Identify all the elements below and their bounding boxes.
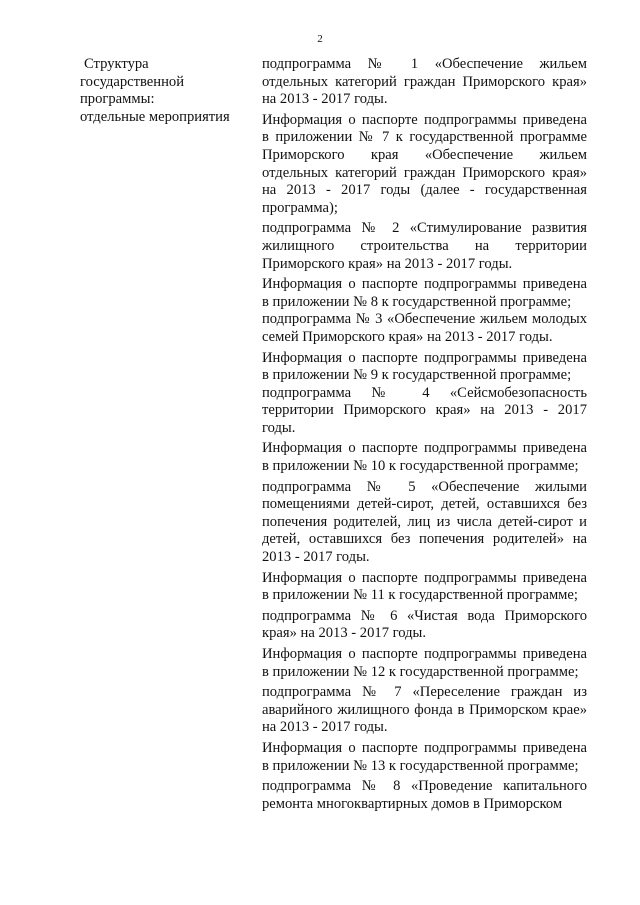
page-number: 2 — [317, 33, 323, 45]
subprogram-7-title: подпрограмма № 7 «Переселение граждан из аварийного жилищного фонда в Приморском крае» на 2013 - 2017 годы. — [262, 684, 587, 736]
subprogram-5-title: подпрограмма № 5 «Обеспечение жилыми помещениями детей-сирот, детей, оставшихся без попечения родителей, лиц из числа детей-сирот и детей, оставшихся без попечения родителей» на 2013 - 2017 годы. — [262, 478, 587, 566]
subprogram-2-title: подпрограмма № 2 «Стимулирование развития жилищного строительства на территории Приморского края» на 2013 - 2017 годы. — [262, 220, 587, 272]
section-label-line: Структура — [84, 56, 149, 72]
section-label-line: государственной — [80, 73, 185, 90]
section-label-line: программы: — [80, 91, 155, 108]
subprogram-1-title: подпрограмма № 1 «Обеспечение жильем отдельных категорий граждан Приморского края» на 2013 - 2017 годы. — [262, 56, 587, 108]
subprogram-4-info: Информация о паспорте подпрограммы приведена в приложении № 10 к государственной программе; — [262, 440, 587, 475]
subprogram-8-title: подпрограмма № 8 «Проведение капитального ремонта многоквартирных домов в Приморском — [262, 778, 587, 812]
subprogram-6-title: подпрограмма № 6 «Чистая вода Приморского края» на 2013 - 2017 годы. — [262, 607, 587, 642]
section-label — [80, 56, 250, 126]
subprogram-5-info: Информация о паспорте подпрограммы приведена в приложении № 11 к государственной программе; — [262, 569, 587, 604]
section-label-line: отдельные мероприятия — [80, 108, 230, 125]
subprogram-7-info: Информация о паспорте подпрограммы приведена в приложении № 13 к государственной программе; — [262, 739, 587, 774]
subprogram-6-info: Информация о паспорте подпрограммы приведена в приложении № 12 к государственной программе; — [262, 646, 587, 680]
subprogram-2-info: Информация о паспорте подпрограммы приведена в приложении № 8 к государственной программе; — [262, 276, 587, 310]
subprogram-3-title: подпрограмма № 3 «Обеспечение жильем молодых семей Приморского края» на 2013 - 2017 годы. — [262, 311, 587, 345]
subprogram-3-info: Информация о паспорте подпрограммы приведена в приложении № 9 к государственной программе; — [262, 349, 587, 384]
structure-content — [262, 56, 587, 813]
subprogram-1-info: Информация о паспорте подпрограммы приведена в приложении № 7 к государственной программе Приморского края «Обеспечение жильем отдельных категорий граждан Приморского края» на 2013 - 2017 годы (далее - государственная программа); — [262, 111, 587, 216]
subprogram-4-title: подпрограмма № 4 «Сейсмобезопасность территории Приморского края» на 2013 - 2017 годы. — [262, 384, 587, 436]
